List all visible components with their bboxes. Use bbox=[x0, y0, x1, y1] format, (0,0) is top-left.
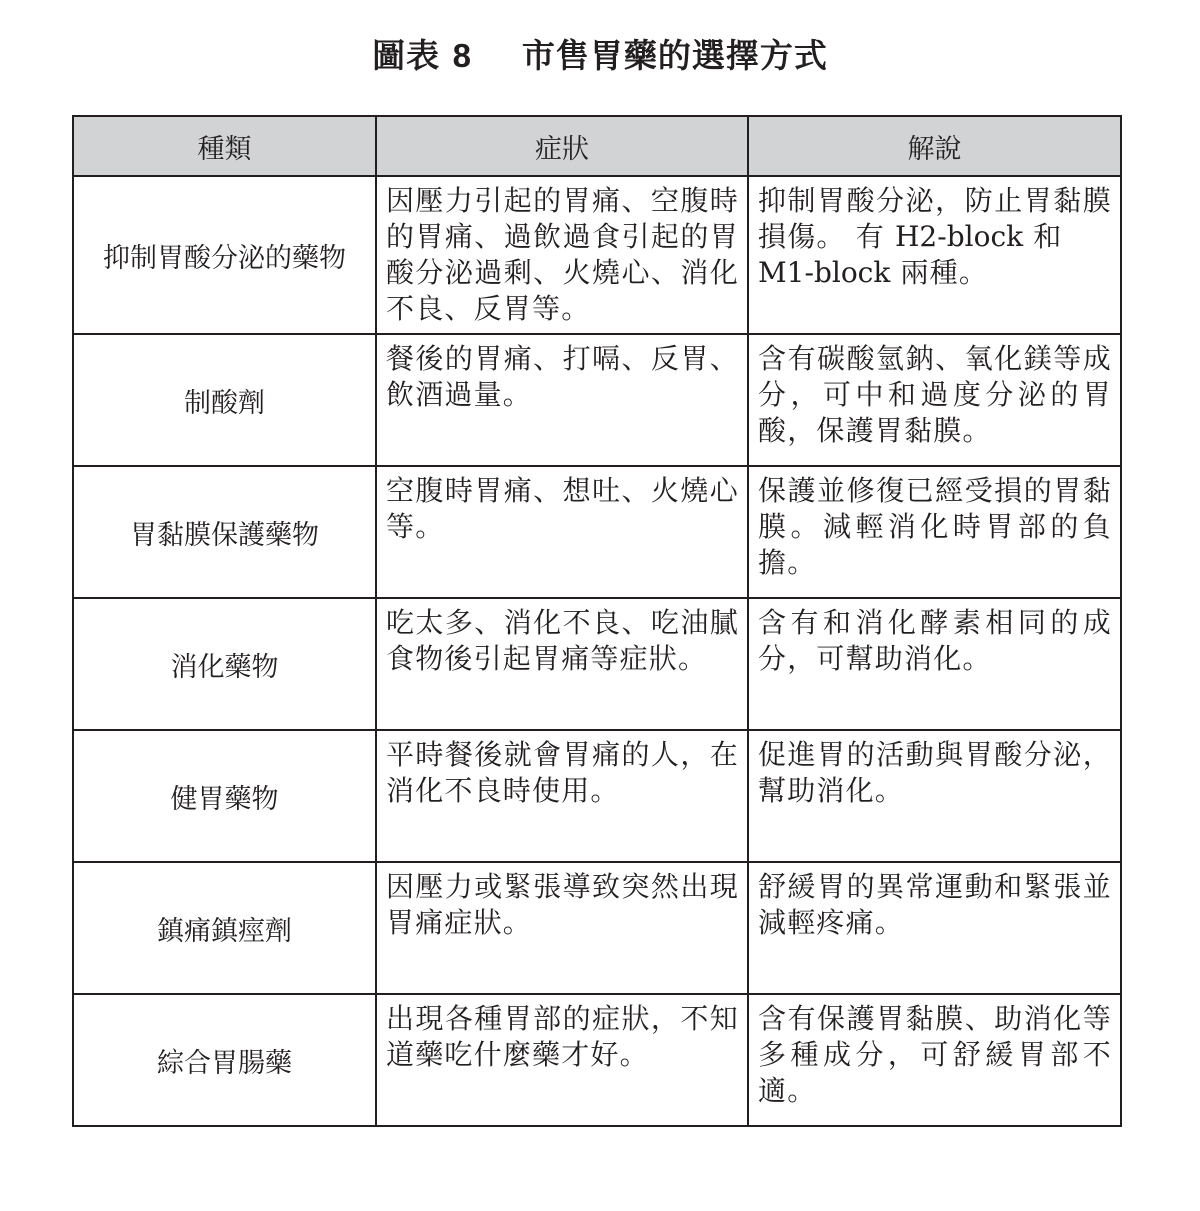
symptoms-cell: 吃太多、消化不良、吃油膩食物後引起胃痛等症狀。 bbox=[376, 598, 748, 730]
medicine-type: 制酸劑 bbox=[73, 334, 376, 466]
symptoms-cell: 因壓力引起的胃痛、空腹時的胃痛、過飲過食引起的胃酸分泌過剩、火燒心、消化不良、反胃等。 bbox=[376, 176, 748, 334]
medicine-type: 鎮痛鎮痙劑 bbox=[73, 862, 376, 994]
explanation-cell: 含有保護胃黏膜、助消化等多種成分，可舒緩胃部不適。 bbox=[748, 994, 1121, 1126]
drug-class-m1: M1-block bbox=[758, 256, 891, 289]
column-header-explanation: 解說 bbox=[748, 116, 1121, 176]
explanation-cell bbox=[748, 176, 1121, 334]
symptoms-cell: 餐後的胃痛、打嗝、反胃、飲酒過量。 bbox=[376, 334, 748, 466]
table-row bbox=[73, 862, 1121, 994]
drug-class-h2: H2-block bbox=[895, 220, 1024, 253]
medicine-type: 健胃藥物 bbox=[73, 730, 376, 862]
table-row bbox=[73, 334, 1121, 466]
figure-title-text: 市售胃藥的選擇方式 bbox=[521, 36, 828, 75]
column-header-type: 種類 bbox=[73, 116, 376, 176]
symptoms-cell: 空腹時胃痛、想吐、火燒心等。 bbox=[376, 466, 748, 598]
explanation-cell: 含有碳酸氫鈉、氧化鎂等成分，可中和過度分泌的胃酸，保護胃黏膜。 bbox=[748, 334, 1121, 466]
explanation-cell: 促進胃的活動與胃酸分泌，幫助消化。 bbox=[748, 730, 1121, 862]
symptoms-cell: 平時餐後就會胃痛的人，在消化不良時使用。 bbox=[376, 730, 748, 862]
medicine-type: 胃黏膜保護藥物 bbox=[73, 466, 376, 598]
explanation-text: 和 bbox=[1023, 220, 1063, 253]
explanation-cell: 舒緩胃的異常運動和緊張並減輕疼痛。 bbox=[748, 862, 1121, 994]
explanation-text: 兩種。 bbox=[890, 256, 989, 289]
stomach-medicine-table bbox=[72, 115, 1122, 1127]
symptoms-cell: 出現各種胃部的症狀，不知道藥吃什麼藥才好。 bbox=[376, 994, 748, 1126]
figure-title bbox=[0, 34, 1200, 78]
explanation-cell: 保護並修復已經受損的胃黏膜。減輕消化時胃部的負擔。 bbox=[748, 466, 1121, 598]
table-row bbox=[73, 730, 1121, 862]
table-row bbox=[73, 598, 1121, 730]
column-header-symptoms: 症狀 bbox=[376, 116, 748, 176]
table-header-row bbox=[73, 116, 1121, 176]
figure-number: 8 bbox=[452, 37, 472, 74]
medicine-type: 綜合胃腸藥 bbox=[73, 994, 376, 1126]
explanation-text: 抑制胃酸分泌，防止胃黏膜損傷。 有 bbox=[758, 184, 1112, 253]
table-row bbox=[73, 994, 1121, 1126]
medicine-type: 抑制胃酸分泌的藥物 bbox=[73, 176, 376, 334]
medicine-type: 消化藥物 bbox=[73, 598, 376, 730]
table-row bbox=[73, 466, 1121, 598]
table-row bbox=[73, 176, 1121, 334]
explanation-cell: 含有和消化酵素相同的成分，可幫助消化。 bbox=[748, 598, 1121, 730]
symptoms-cell: 因壓力或緊張導致突然出現胃痛症狀。 bbox=[376, 862, 748, 994]
figure-title-prefix: 圖表 bbox=[372, 36, 441, 75]
